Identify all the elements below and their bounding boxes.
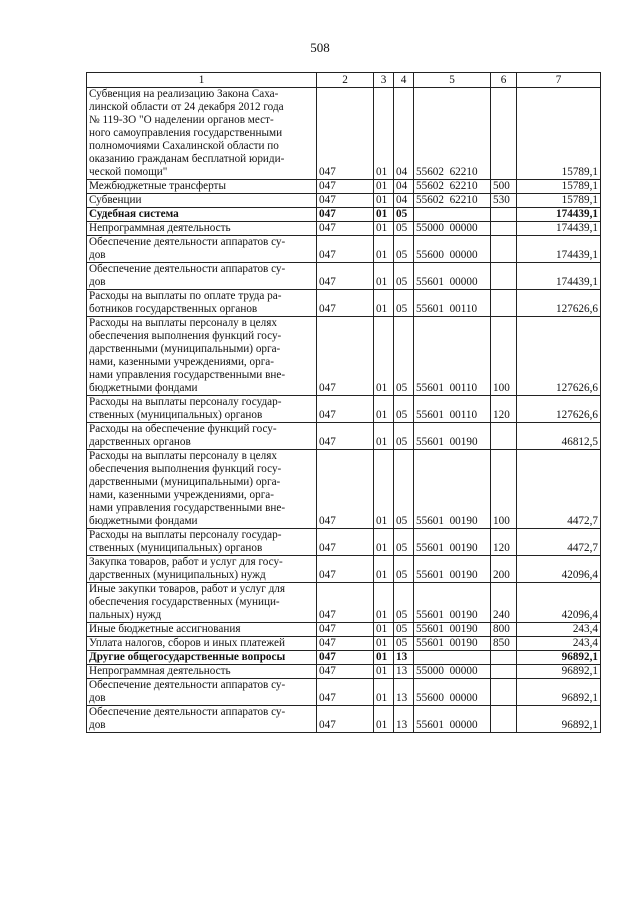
target-article-cell: 55601 00190 [414, 423, 491, 450]
column-header: 3 [374, 73, 394, 88]
expense-type-cell [491, 679, 517, 706]
amount-cell: 174439,1 [517, 236, 601, 263]
row-name-cell: Иные закупки товаров, работ и услуг для обеспечения государственных (муници- пальных) нужд [87, 583, 317, 623]
admin-code-cell: 047 [317, 651, 374, 665]
subsection-cell: 05 [394, 556, 414, 583]
row-name-cell: Непрограммная деятельность [87, 222, 317, 236]
admin-code-cell: 047 [317, 263, 374, 290]
admin-code-cell: 047 [317, 556, 374, 583]
expense-type-cell [491, 263, 517, 290]
target-article-cell: 55601 00190 [414, 623, 491, 637]
admin-code-cell: 047 [317, 706, 374, 733]
target-article-cell: 55602 62210 [414, 88, 491, 180]
amount-cell: 42096,4 [517, 583, 601, 623]
amount-cell: 4472,7 [517, 529, 601, 556]
subsection-cell: 05 [394, 529, 414, 556]
subsection-cell: 05 [394, 236, 414, 263]
expense-type-cell: 240 [491, 583, 517, 623]
amount-cell: 174439,1 [517, 263, 601, 290]
row-name-cell: Уплата налогов, сборов и иных платежей [87, 637, 317, 651]
table-row [87, 623, 601, 637]
subsection-cell: 04 [394, 88, 414, 180]
row-name-cell: Расходы на выплаты персоналу в целях обеспечения выполнения функций госу- дарственными (муниципальными) орга- нами, казенными учреждениями, орга- нами управления государственными вне- бюджетными фондами [87, 450, 317, 529]
section-cell: 01 [374, 665, 394, 679]
target-article-cell: 55601 00190 [414, 529, 491, 556]
admin-code-cell: 047 [317, 637, 374, 651]
table-row [87, 679, 601, 706]
column-header: 5 [414, 73, 491, 88]
row-name-cell: Другие общегосударственные вопросы [87, 651, 317, 665]
target-article-cell: 55601 00110 [414, 396, 491, 423]
row-name-cell: Расходы на выплаты по оплате труда ра- ботников государственных органов [87, 290, 317, 317]
section-cell: 01 [374, 236, 394, 263]
amount-cell: 96892,1 [517, 679, 601, 706]
section-cell: 01 [374, 396, 394, 423]
admin-code-cell: 047 [317, 679, 374, 706]
admin-code-cell: 047 [317, 222, 374, 236]
admin-code-cell: 047 [317, 236, 374, 263]
row-name-cell: Расходы на выплаты персоналу государ- ственных (муниципальных) органов [87, 396, 317, 423]
table-row [87, 706, 601, 733]
row-name-cell: Закупка товаров, работ и услуг для госу- дарственных (муниципальных) нужд [87, 556, 317, 583]
section-cell: 01 [374, 679, 394, 706]
subsection-cell: 13 [394, 665, 414, 679]
subsection-cell: 05 [394, 290, 414, 317]
column-header: 6 [491, 73, 517, 88]
subsection-cell: 05 [394, 423, 414, 450]
page-number: 508 [310, 40, 330, 55]
table-header-row [87, 73, 601, 88]
row-name-cell: Обеспечение деятельности аппаратов су- дов [87, 263, 317, 290]
row-name-cell: Субвенция на реализацию Закона Саха- линской области от 24 декабря 2012 года № 119-ЗО "О наделении органов мест- ного самоуправления государственными полномочиями Сахалинской области по оказанию гражданам бесплатной юриди- ческой помощи" [87, 88, 317, 180]
subsection-cell: 05 [394, 263, 414, 290]
table-row [87, 450, 601, 529]
admin-code-cell: 047 [317, 290, 374, 317]
expense-type-cell: 800 [491, 623, 517, 637]
section-cell: 01 [374, 222, 394, 236]
section-cell: 01 [374, 529, 394, 556]
expense-type-cell [491, 208, 517, 222]
section-cell: 01 [374, 583, 394, 623]
admin-code-cell: 047 [317, 194, 374, 208]
subsection-cell: 05 [394, 317, 414, 396]
subsection-cell: 13 [394, 706, 414, 733]
subsection-cell: 05 [394, 396, 414, 423]
amount-cell: 174439,1 [517, 222, 601, 236]
section-cell: 01 [374, 423, 394, 450]
table-row [87, 637, 601, 651]
amount-cell: 15789,1 [517, 180, 601, 194]
subsection-cell: 05 [394, 637, 414, 651]
target-article-cell: 55601 00000 [414, 263, 491, 290]
section-cell: 01 [374, 180, 394, 194]
admin-code-cell: 047 [317, 583, 374, 623]
amount-cell: 42096,4 [517, 556, 601, 583]
table-row [87, 396, 601, 423]
target-article-cell: 55000 00000 [414, 222, 491, 236]
row-name-cell: Расходы на выплаты персоналу государ- ственных (муниципальных) органов [87, 529, 317, 556]
amount-cell: 15789,1 [517, 194, 601, 208]
table-row [87, 88, 601, 180]
column-header: 4 [394, 73, 414, 88]
section-cell: 01 [374, 290, 394, 317]
row-name-cell: Межбюджетные трансферты [87, 180, 317, 194]
amount-cell: 174439,1 [517, 208, 601, 222]
expense-type-cell [491, 222, 517, 236]
target-article-cell: 55601 00190 [414, 637, 491, 651]
subsection-cell: 05 [394, 222, 414, 236]
subsection-cell: 13 [394, 679, 414, 706]
row-name-cell: Непрограммная деятельность [87, 665, 317, 679]
section-cell: 01 [374, 208, 394, 222]
section-cell: 01 [374, 450, 394, 529]
target-article-cell: 55600 00000 [414, 679, 491, 706]
amount-cell: 96892,1 [517, 651, 601, 665]
expense-type-cell: 850 [491, 637, 517, 651]
table-row [87, 180, 601, 194]
column-header: 1 [87, 73, 317, 88]
target-article-cell: 55601 00110 [414, 317, 491, 396]
amount-cell: 127626,6 [517, 396, 601, 423]
admin-code-cell: 047 [317, 396, 374, 423]
table-row [87, 583, 601, 623]
expense-type-cell: 100 [491, 317, 517, 396]
row-name-cell: Обеспечение деятельности аппаратов су- дов [87, 706, 317, 733]
target-article-cell: 55602 62210 [414, 180, 491, 194]
row-name-cell: Обеспечение деятельности аппаратов су- дов [87, 679, 317, 706]
expense-type-cell [491, 651, 517, 665]
admin-code-cell: 047 [317, 623, 374, 637]
table-row [87, 317, 601, 396]
budget-table [86, 72, 601, 733]
admin-code-cell: 047 [317, 450, 374, 529]
table-row [87, 529, 601, 556]
row-name-cell: Иные бюджетные ассигнования [87, 623, 317, 637]
expense-type-cell: 100 [491, 450, 517, 529]
amount-cell: 4472,7 [517, 450, 601, 529]
target-article-cell: 55601 00110 [414, 290, 491, 317]
table-row [87, 222, 601, 236]
amount-cell: 46812,5 [517, 423, 601, 450]
section-cell: 01 [374, 651, 394, 665]
expense-type-cell [491, 665, 517, 679]
admin-code-cell: 047 [317, 208, 374, 222]
row-name-cell: Судебная система [87, 208, 317, 222]
section-cell: 01 [374, 706, 394, 733]
amount-cell: 243,4 [517, 623, 601, 637]
section-cell: 01 [374, 88, 394, 180]
row-name-cell: Субвенции [87, 194, 317, 208]
subsection-cell: 05 [394, 208, 414, 222]
target-article-cell: 55602 62210 [414, 194, 491, 208]
admin-code-cell: 047 [317, 317, 374, 396]
expense-type-cell: 120 [491, 396, 517, 423]
section-cell: 01 [374, 194, 394, 208]
expense-type-cell: 530 [491, 194, 517, 208]
admin-code-cell: 047 [317, 529, 374, 556]
subsection-cell: 05 [394, 583, 414, 623]
expense-type-cell: 500 [491, 180, 517, 194]
target-article-cell: 55601 00190 [414, 583, 491, 623]
column-header: 7 [517, 73, 601, 88]
table-row [87, 665, 601, 679]
subsection-cell: 05 [394, 623, 414, 637]
section-cell: 01 [374, 556, 394, 583]
table-row [87, 194, 601, 208]
subsection-cell: 04 [394, 194, 414, 208]
amount-cell: 243,4 [517, 637, 601, 651]
row-name-cell: Обеспечение деятельности аппаратов су- дов [87, 236, 317, 263]
expense-type-cell [491, 290, 517, 317]
admin-code-cell: 047 [317, 88, 374, 180]
admin-code-cell: 047 [317, 180, 374, 194]
subsection-cell: 05 [394, 450, 414, 529]
amount-cell: 96892,1 [517, 706, 601, 733]
table-row [87, 236, 601, 263]
table-row [87, 208, 601, 222]
subsection-cell: 13 [394, 651, 414, 665]
section-cell: 01 [374, 637, 394, 651]
table-row [87, 263, 601, 290]
expense-type-cell [491, 706, 517, 733]
target-article-cell: 55600 00000 [414, 236, 491, 263]
expense-type-cell: 120 [491, 529, 517, 556]
target-article-cell [414, 208, 491, 222]
table-row [87, 556, 601, 583]
admin-code-cell: 047 [317, 665, 374, 679]
expense-type-cell: 200 [491, 556, 517, 583]
expense-type-cell [491, 423, 517, 450]
section-cell: 01 [374, 263, 394, 290]
admin-code-cell: 047 [317, 423, 374, 450]
expense-type-cell [491, 88, 517, 180]
subsection-cell: 04 [394, 180, 414, 194]
expense-type-cell [491, 236, 517, 263]
table-row [87, 651, 601, 665]
row-name-cell: Расходы на обеспечение функций госу- дарственных органов [87, 423, 317, 450]
target-article-cell: 55000 00000 [414, 665, 491, 679]
row-name-cell: Расходы на выплаты персоналу в целях обеспечения выполнения функций госу- дарственными (муниципальными) орга- нами, казенными учреждениями, орга- нами управления государственными вне- бюджетными фондами [87, 317, 317, 396]
target-article-cell: 55601 00190 [414, 450, 491, 529]
target-article-cell: 55601 00000 [414, 706, 491, 733]
target-article-cell [414, 651, 491, 665]
amount-cell: 127626,6 [517, 290, 601, 317]
section-cell: 01 [374, 623, 394, 637]
amount-cell: 96892,1 [517, 665, 601, 679]
table-row [87, 290, 601, 317]
target-article-cell: 55601 00190 [414, 556, 491, 583]
column-header: 2 [317, 73, 374, 88]
table-row [87, 423, 601, 450]
section-cell: 01 [374, 317, 394, 396]
amount-cell: 15789,1 [517, 88, 601, 180]
amount-cell: 127626,6 [517, 317, 601, 396]
